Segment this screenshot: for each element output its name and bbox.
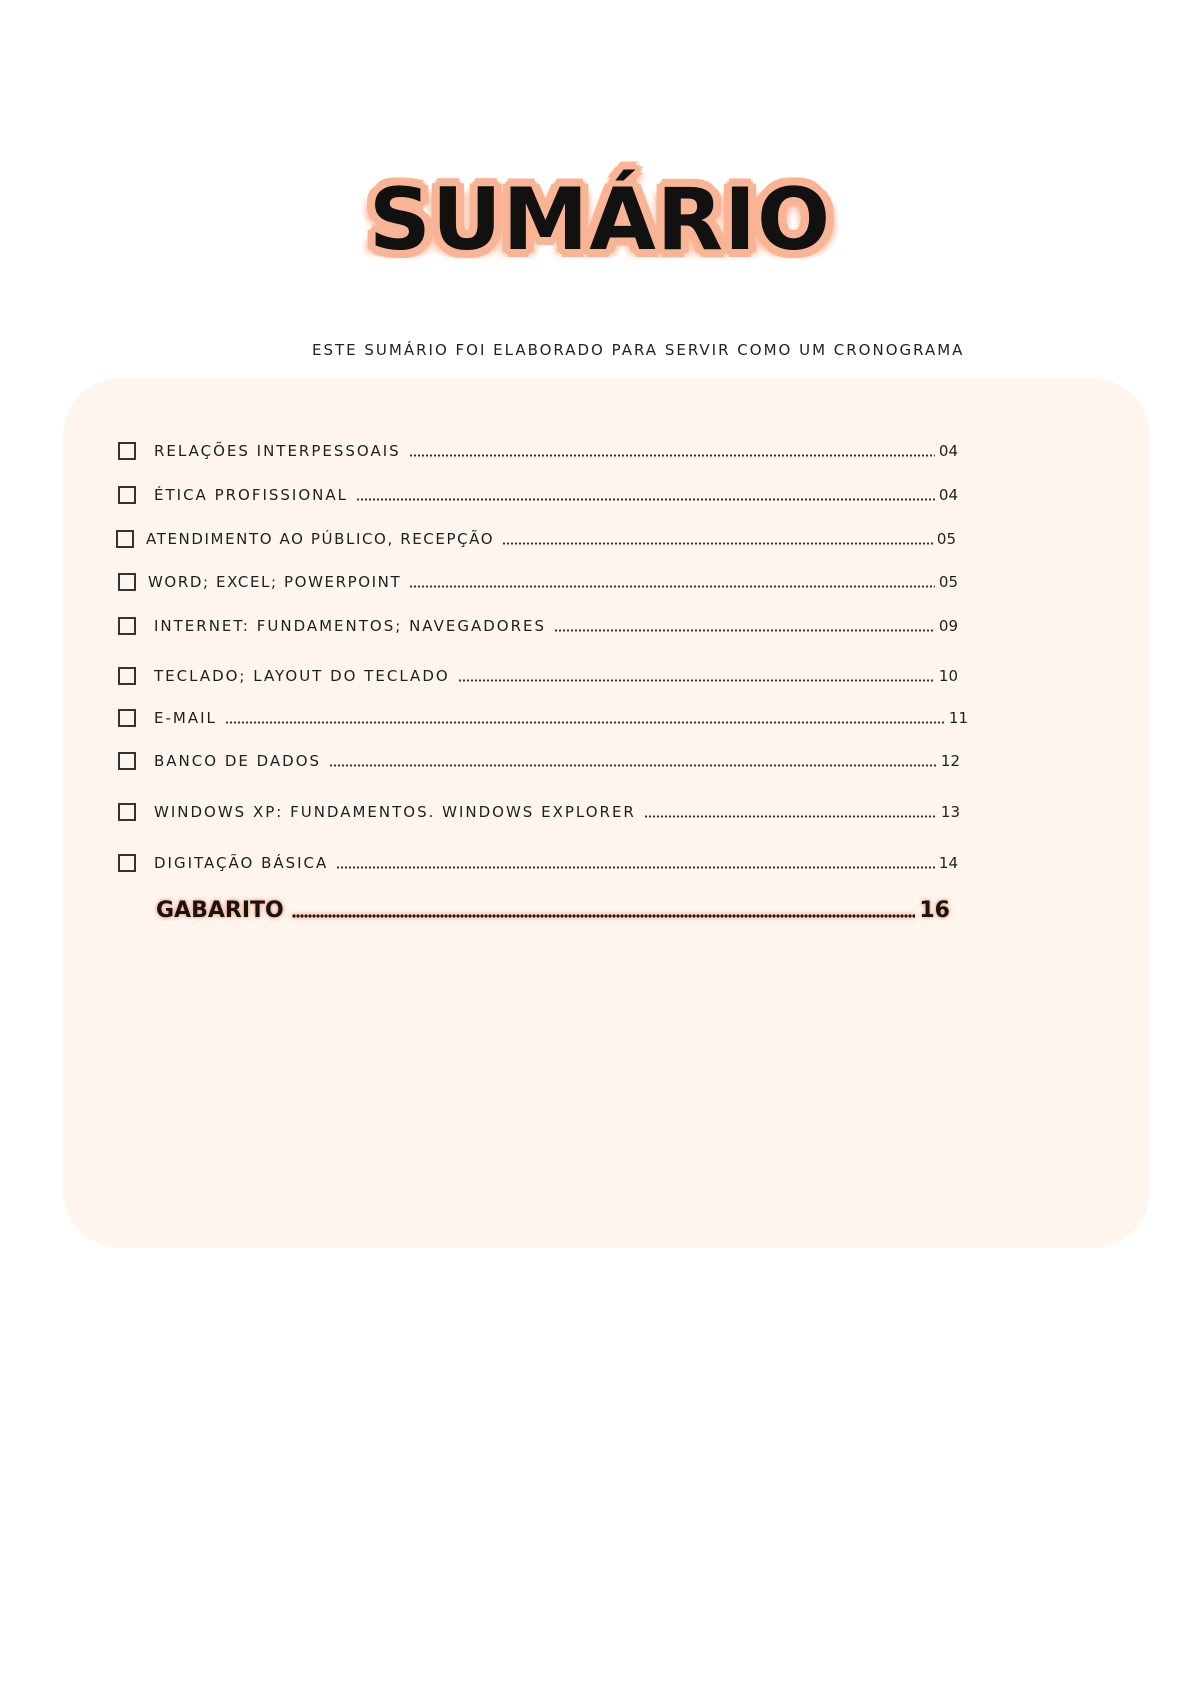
- checkbox[interactable]: [116, 530, 134, 548]
- toc-item-page: 05: [938, 573, 958, 591]
- toc-item-label: TECLADO; LAYOUT DO TECLADO: [154, 667, 450, 685]
- toc-item[interactable]: [116, 527, 956, 551]
- toc-item-page: 12: [940, 752, 960, 770]
- toc-item-label: WINDOWS XP: FUNDAMENTOS. WINDOWS EXPLORER: [154, 803, 636, 821]
- toc-item-page: 14: [938, 854, 958, 872]
- dot-leader: [329, 764, 937, 767]
- gabarito-label: GABARITO: [156, 897, 284, 923]
- dot-leader: [502, 542, 933, 545]
- toc-item[interactable]: [118, 439, 958, 463]
- checkbox[interactable]: [118, 709, 136, 727]
- dot-leader: [356, 498, 935, 501]
- toc-item-page: 13: [940, 803, 960, 821]
- toc-item[interactable]: [118, 570, 958, 594]
- checkbox[interactable]: [118, 442, 136, 460]
- checkbox[interactable]: [118, 617, 136, 635]
- dot-leader: [409, 454, 935, 457]
- dot-leader: [409, 585, 935, 588]
- toc-item-label: ÉTICA PROFISSIONAL: [154, 486, 349, 504]
- page-title: SUMÁRIO: [368, 170, 832, 270]
- checkbox[interactable]: [118, 854, 136, 872]
- toc-item-page: 04: [938, 442, 958, 460]
- toc-item-label: BANCO DE DADOS: [154, 752, 322, 770]
- gabarito-page: 16: [919, 897, 950, 923]
- checkbox[interactable]: [118, 752, 136, 770]
- toc-item-label: INTERNET: FUNDAMENTOS; NAVEGADORES: [154, 617, 546, 635]
- dot-leader: [644, 815, 937, 818]
- dot-leader: [292, 914, 916, 918]
- checkbox[interactable]: [118, 573, 136, 591]
- toc-item-page: 05: [936, 530, 956, 548]
- checkbox[interactable]: [118, 667, 136, 685]
- checkbox[interactable]: [118, 486, 136, 504]
- toc-item-label: DIGITAÇÃO BÁSICA: [154, 854, 329, 872]
- toc-item[interactable]: [118, 706, 968, 730]
- dot-leader: [225, 721, 945, 724]
- toc-item-label: ATENDIMENTO AO PÚBLICO, RECEPÇÃO: [146, 530, 495, 548]
- toc-item[interactable]: [118, 664, 958, 688]
- toc-item-page: 11: [948, 709, 968, 727]
- dot-leader: [554, 629, 935, 632]
- gabarito-entry[interactable]: [156, 895, 950, 925]
- toc-item[interactable]: [118, 614, 958, 638]
- page-subtitle: ESTE SUMÁRIO FOI ELABORADO PARA SERVIR COMO UM CRONOGRAMA: [312, 341, 965, 359]
- dot-leader: [336, 866, 935, 869]
- toc-item[interactable]: [118, 749, 960, 773]
- toc-item[interactable]: [118, 851, 958, 875]
- toc-item-label: RELAÇÕES INTERPESSOAIS: [154, 442, 401, 460]
- toc-item-label: WORD; EXCEL; POWERPOINT: [148, 573, 402, 591]
- toc-item-label: E-MAIL: [154, 709, 217, 727]
- toc-item[interactable]: [118, 483, 958, 507]
- dot-leader: [458, 679, 935, 682]
- toc-item-page: 09: [938, 617, 958, 635]
- checkbox[interactable]: [118, 803, 136, 821]
- toc-item-page: 04: [938, 486, 958, 504]
- toc-item[interactable]: [118, 800, 960, 824]
- toc-item-page: 10: [938, 667, 958, 685]
